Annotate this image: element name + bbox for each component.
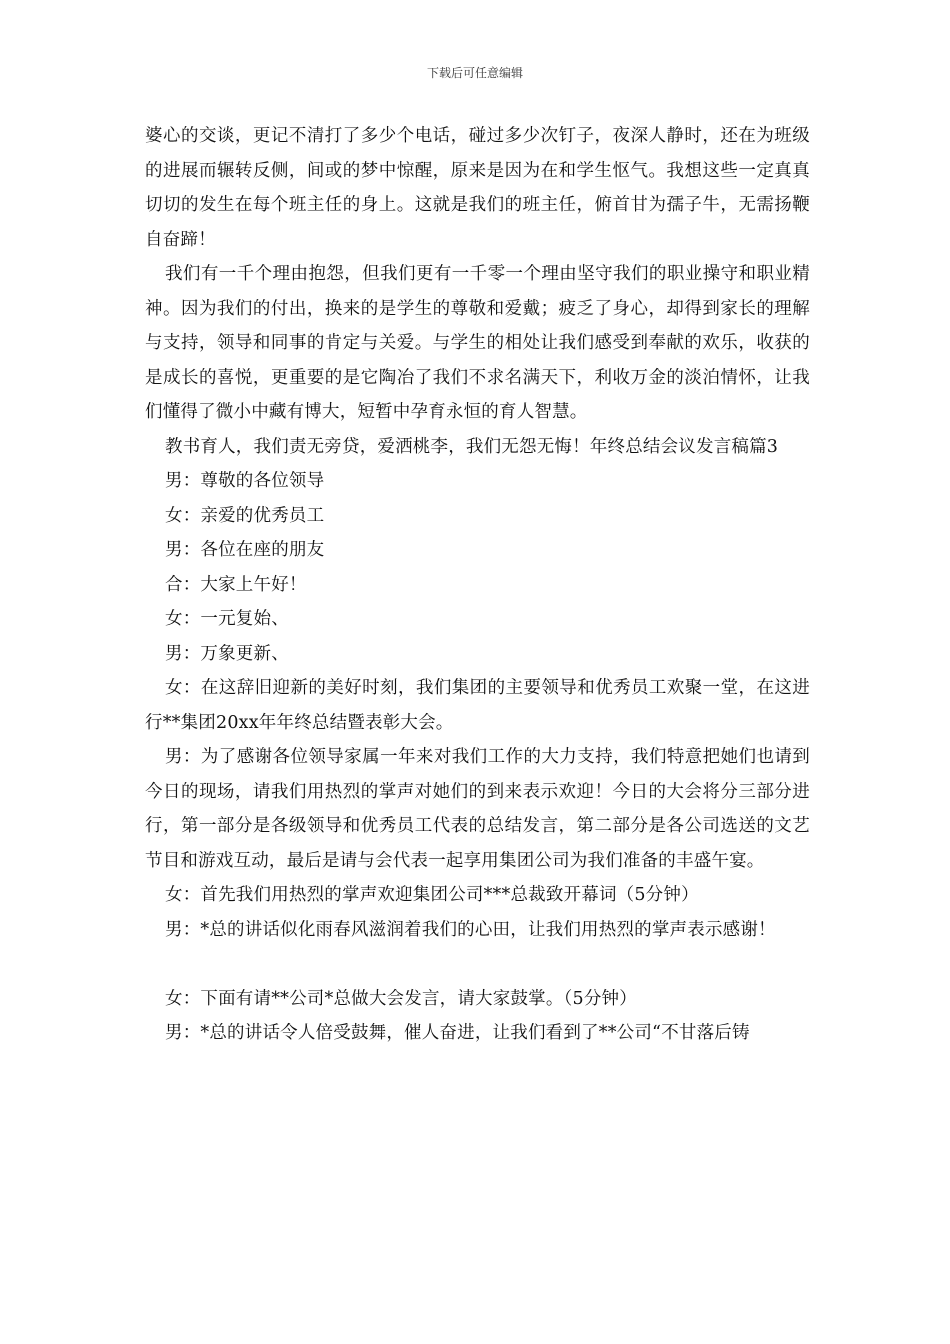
paragraph-6: 男：各位在座的朋友: [165, 540, 325, 560]
paragraph-4: 男：尊敬的各位领导: [165, 471, 325, 491]
paragraph-3: 教书育人，我们责无旁贷，爱洒桃李，我们无怨无悔！年终总结会议发言稿篇3: [165, 436, 779, 457]
paragraph-14: 女：下面有请**公司*总做大会发言，请大家鼓掌。（5分钟）: [165, 988, 637, 1009]
blank-line: [145, 947, 810, 982]
page-header: 下载后可任意编辑: [426, 66, 523, 80]
paragraph-2: 我们有一千个理由抱怨，但我们更有一千零一个理由坚守我们的职业操守和职业精神。因为我们的付出，换来的是学生的尊敬和爱戴；疲乏了身心，却得到家长的理解与支持，领导和同事的肯定与关爱。与学生的相处让我们感受到奉献的欢乐，收获的是成长的喜悦，更重要的是它陶冶了我们不求名满天下，利收万金的淡泊情怀，让我们懂得了微小中藏有博大，短暂中孕育永恒的育人智慧。: [145, 264, 810, 422]
paragraph-12: 女：首先我们用热烈的掌声欢迎集团公司***总裁致开幕词（5分钟）: [165, 885, 699, 905]
paragraph-15: 男：*总的讲话令人倍受鼓舞，催人奋进，让我们看到了**公司“不甘落后铸: [165, 1023, 750, 1043]
paragraph-1: 婆心的交谈，更记不清打了多少个电话，碰过多少次钉子，夜深人静时，还在为班级的进展而辗转反侧，间或的梦中惊醒，原来是因为在和学生怄气。我想这些一定真真切切的发生在每个班主任的身上。这就是我们的班主任，俯首甘为孺子牛，无需扬鞭自奋蹄！: [145, 126, 810, 250]
paragraph-5: 女：亲爱的优秀员工: [165, 505, 325, 526]
paragraph-11: 男：为了感谢各位领导家属一年来对我们工作的大力支持，我们特意把她们也请到今日的现场，请我们用热烈的掌声对她们的到来表示欢迎！今日的大会将分三部分进行，第一部分是各级领导和优秀员工代表的总结发言，第二部分是各公司选送的文艺节目和游戏互动，最后是请与会代表一起享用集团公司为我们准备的丰盛午宴。: [145, 747, 810, 871]
paragraph-9: 男：万象更新、: [165, 643, 289, 664]
paragraph-8: 女：一元复始、: [165, 609, 289, 629]
paragraph-10: 女：在这辞旧迎新的美好时刻，我们集团的主要领导和优秀员工欢聚一堂，在这进行**集团20xx年年终总结暨表彰大会。: [145, 678, 810, 733]
paragraph-13: 男：*总的讲话似化雨春风滋润着我们的心田，让我们用热烈的掌声表示感谢！: [165, 919, 776, 940]
document-body: [145, 119, 810, 1051]
paragraph-7: 合：大家上午好！: [165, 574, 307, 595]
